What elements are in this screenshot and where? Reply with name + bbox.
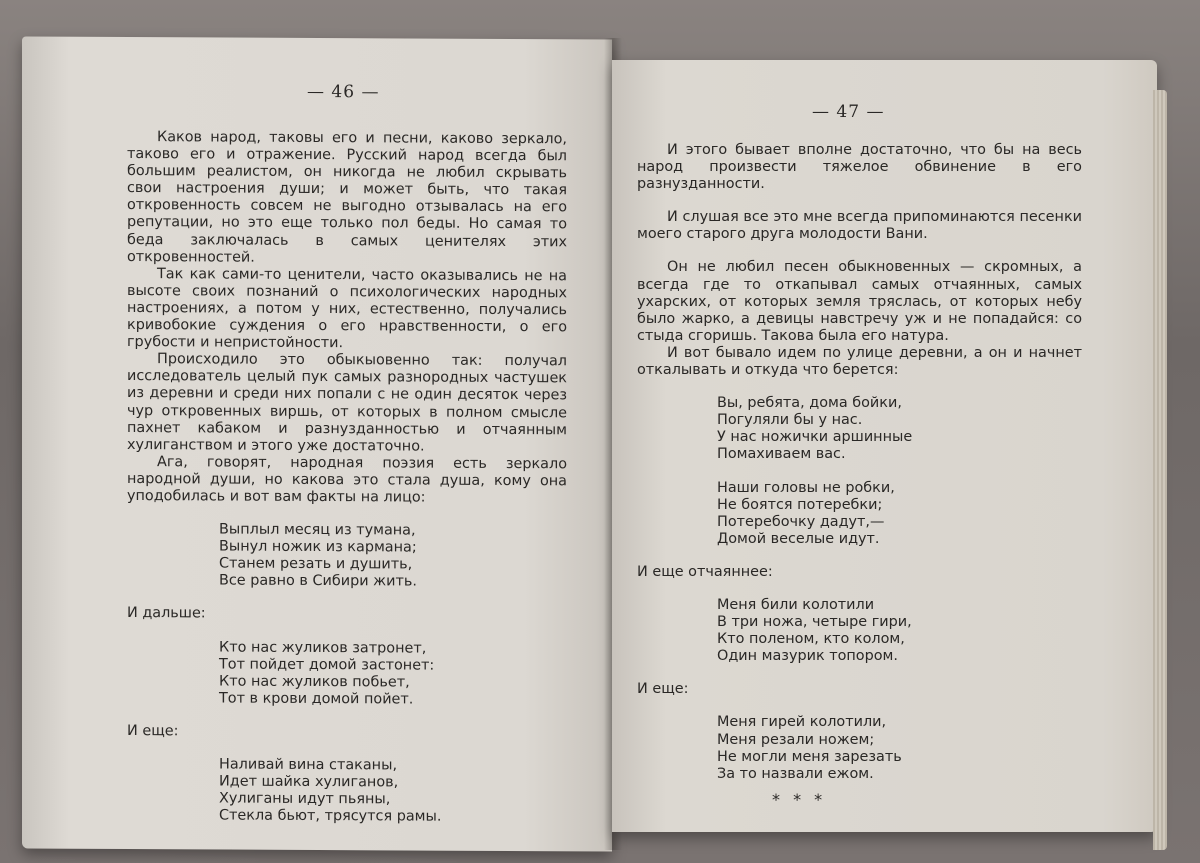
verse-block [219, 639, 567, 709]
verse-line: Потеребочку дадут,— [717, 513, 885, 530]
verse-line: Все равно в Сибири жить. [219, 572, 417, 590]
paragraph: Каков народ, таковы его и песни, каково зеркало, таково его и отражение. Русский народ всегда был большим реалистом, он никогда не любил скрывать свои настроения души; и может быть, что такая откровенность совсем не выгодно отзывалась на его репутации, но это еще только пол беды. Но самая то беда заключалась в самых ценителях этих откровенностей. [127, 129, 567, 266]
verse-line: Меня гирей колотили, [717, 714, 887, 731]
verse-line: Станем резать и душить, [219, 555, 413, 573]
left-page-body [127, 129, 567, 827]
verse-line: Кто нас жуликов побьет, [219, 673, 410, 691]
verse-line: Хулиганы идут пьяны, [219, 790, 391, 808]
verse-intro: И дальше: [127, 605, 206, 622]
verse-line: Один мазурик топором. [717, 648, 898, 665]
verse-line: Тот пойдет домой застонет: [219, 656, 435, 674]
verse-line: У нас ножички аршинные [717, 429, 913, 446]
verse-block [717, 480, 1082, 548]
verse-line: Не могли меня зарезать [717, 748, 902, 765]
right-page [612, 60, 1157, 832]
section-ornament: * * * [772, 790, 827, 809]
right-page-number: — 47 — [812, 102, 885, 122]
verse-line: Тот в крови домой пойет. [219, 690, 414, 708]
paragraph: Ага, говорят, народная поэзия есть зеркало народной души, но какова это стала душа, кому она уподобилась и вот вам факты на лицо: [127, 453, 567, 506]
verse-block [219, 756, 567, 826]
verse-line: В три ножа, четыре гири, [717, 614, 912, 631]
verse-line: Наши головы не робки, [717, 479, 895, 496]
paragraph: И слушая все это мне всегда припоминаются песенки моего старого друга молодости Вани. [637, 209, 1082, 243]
verse-line: Меня резали ножем; [717, 731, 875, 748]
verse-intro: И еще: [127, 722, 179, 740]
verse-line: Выплыл месяц из тумана, [219, 521, 416, 539]
verse-line: Кто нас жуликов затронет, [219, 639, 427, 657]
left-page-number: — 46 — [307, 81, 380, 103]
paragraph: И этого бывает вполне достаточно, что бы на весь народ произвести тяжелое обвинение в его разнузданности. [637, 142, 1082, 193]
verse-block [717, 597, 1082, 665]
verse-block [717, 395, 1082, 463]
verse-intro: И еще: [637, 681, 689, 698]
left-page [22, 36, 612, 851]
right-page-body [637, 142, 1082, 783]
verse-line: Вы, ребята, дома бойки, [717, 395, 902, 412]
verse-line: Помахиваем вас. [717, 446, 846, 463]
verse-block [717, 714, 1082, 782]
verse-line: Кто поленом, кто колом, [717, 631, 905, 648]
verse-line: Наливай вина стаканы, [219, 756, 398, 774]
verse-line: За то назвали ежом. [717, 765, 874, 782]
paragraph: Он не любил песен обыкновенных — скромных, а всегда где то откапывал самых отчаянных, самых ухарских, от которых земля тряслась, от которых небу было жарко, а девицы навстречу уж и не попадайся: со стыда сгоришь. Такова была его натура. [637, 259, 1082, 344]
verse-line: Погуляли бы у нас. [717, 412, 863, 429]
verse-block [219, 522, 567, 592]
verse-line: Стекла бьют, трясутся рамы. [219, 807, 442, 825]
verse-line: Меня били колотили [717, 596, 875, 613]
paragraph: И вот бывало идем по улице деревни, а он и начнет откалывать и откуда что берется: [637, 344, 1082, 379]
page-edges [1153, 90, 1167, 850]
verse-line: Домой веселые идут. [717, 530, 880, 547]
paragraph: Так как сами-то ценители, часто оказывались не на высоте своих познаний о психологических народных настроениях, а потом у них, естественно, получались кривобокие суждения о его нравственности, о его грубости и непристойности. [127, 265, 567, 352]
verse-intro: И еще отчаяннее: [637, 563, 773, 580]
verse-line: Не боятся потеребки; [717, 496, 883, 513]
verse-line: Идет шайка хулиганов, [219, 773, 399, 791]
paragraph: Происходило это обыкыовенно так: получал исследователь целый пук самых разнородных частушек из деревни и среди них попали с не один десяток через чур откровенных виршь, от которых в полном смысле пахнет кабаком и разнузданностью и отчаянным хулиганством и этого уже достаточно. [127, 351, 567, 455]
open-book [22, 38, 1157, 850]
verse-line: Вынул ножик из кармана; [219, 538, 417, 556]
